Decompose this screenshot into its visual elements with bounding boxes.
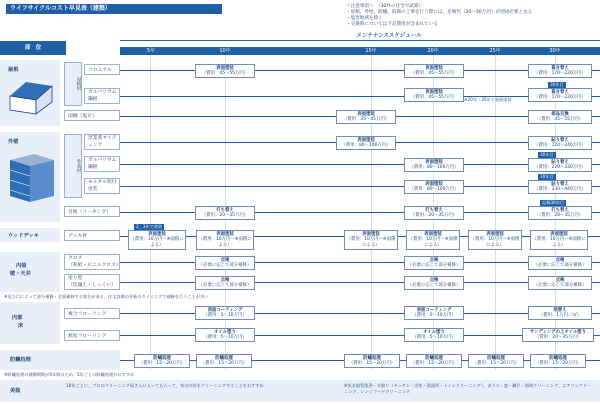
- box-cost: （費用：20～35万円）: [201, 213, 249, 219]
- wall-item-siding: 窯業系サイディング: [84, 134, 120, 150]
- notes-block: [346, 4, 532, 28]
- box-title: 防蟻処理: [487, 355, 505, 361]
- wall-label: 外壁: [8, 139, 19, 145]
- note-line: ・屋根、外壁、防蟻、防腐の工事を行う際には、足場代（20～50万円）が別途必要となる: [346, 10, 533, 15]
- maint-box: [528, 158, 592, 172]
- plaster-sub-label: （珪藻土・しっくい）: [68, 283, 116, 288]
- wall-panel-icon: [6, 150, 58, 206]
- box-title: 表面塗装: [425, 181, 443, 187]
- schedule-header: メンテナンススケジュール: [356, 33, 422, 39]
- box-cost: （費用：220～330万円）: [534, 165, 586, 171]
- box-cost: （必要に応じて部分補修）: [407, 283, 461, 289]
- box-cost: （費用：80～100万円）: [409, 187, 459, 193]
- roof-note: ※20年・35年で表面塗装: [464, 97, 512, 102]
- box-title: 表面塗装: [425, 159, 443, 165]
- interior-item-cloth: [64, 254, 120, 270]
- maint-box: [195, 256, 255, 270]
- maint-box: [336, 136, 396, 150]
- box-title: サンディングの上オイル塗り: [529, 329, 587, 335]
- cloth-sub-label: （和紙・ビニルクロス）: [68, 263, 121, 268]
- maint-box: [528, 256, 592, 270]
- maint-box: [404, 158, 464, 172]
- maint-box: [344, 230, 398, 250]
- note-line: ・塩害地域を除く: [346, 16, 383, 21]
- box-title: 防蟻処理: [153, 355, 171, 361]
- maint-box: [195, 306, 255, 320]
- year-10: 10年: [219, 48, 231, 54]
- box-cost: （費用：15～20万円）: [348, 361, 396, 367]
- box-cost: （費用：10万円～※面積による）: [346, 237, 396, 248]
- roof-item-galvalume: ガルバリウム鋼板: [84, 88, 120, 104]
- box-cost: （費用：10万円～※面積による）: [532, 237, 586, 248]
- maint-box: [134, 354, 190, 368]
- interior-item-plaster: [64, 274, 120, 290]
- year-25: 25年: [489, 48, 501, 54]
- box-title: 点検: [555, 277, 565, 283]
- maint-box: [344, 354, 400, 368]
- maint-box: [196, 230, 254, 250]
- box-cost: （費用：330～440万円）: [534, 187, 586, 193]
- deck-item: デッキ材: [64, 230, 120, 241]
- termite-label: 防蟻処理: [10, 357, 31, 363]
- wall-sub-label: 外装材: [64, 134, 82, 198]
- box-title: 表面塗装: [216, 231, 234, 237]
- box-cost: （費用：10万円～※面積による）: [408, 237, 458, 248]
- roof-item-colonial: コロニアル: [84, 64, 120, 75]
- box-cost: （費用：5～10万円）: [203, 313, 247, 319]
- box-title: オイル塗り: [214, 329, 236, 335]
- maint-box: [406, 354, 462, 368]
- box-title: 葺き替え: [551, 65, 569, 71]
- maint-box: [528, 306, 592, 320]
- box-cost: （費用：5～10万円）: [412, 335, 456, 341]
- box-title: 表面塗装: [357, 111, 375, 117]
- maint-box: [195, 206, 255, 220]
- deck-label: ウッドデッキ: [8, 233, 39, 239]
- box-title: 表面塗装: [216, 65, 234, 71]
- box-title: 点検: [220, 257, 230, 263]
- maint-box: [528, 276, 592, 290]
- cleaning-label: 美装: [10, 388, 21, 394]
- box-cost: （費用：45～55万円）: [410, 95, 458, 101]
- roof-house-icon: [6, 78, 58, 118]
- plaster-label: 塗り壁: [68, 276, 83, 281]
- maint-box: [530, 354, 586, 368]
- cleaning-note-1: 10年ごとに、プロのクリーニング屋さんに入ってもらって、家の内外をクリーニングすることをおすすめ: [66, 383, 264, 388]
- year-20: 20年: [427, 48, 439, 54]
- box-title: 防蟻処理: [425, 355, 443, 361]
- floor-label: 内部: [12, 315, 23, 321]
- box-title: 表面塗装: [357, 137, 375, 143]
- box-cost: （費用：15～20万円）: [200, 361, 248, 367]
- box-title: 表面塗装: [424, 231, 442, 237]
- maint-box: [406, 230, 460, 250]
- box-title: 表面塗装: [550, 231, 568, 237]
- box-title: 防蟻処理: [363, 355, 381, 361]
- maint-box: [196, 354, 252, 368]
- year-tag: 30年目: [540, 174, 554, 179]
- year-30: 30年: [549, 48, 561, 54]
- box-title: 打ち替え: [425, 207, 443, 213]
- box-cost: （費用：80～100万円）: [341, 143, 391, 149]
- year-tag: 記載30年目: [542, 200, 565, 205]
- box-title: 張替え: [553, 307, 567, 313]
- box-title: 点検: [429, 257, 439, 263]
- box-cost: （費用：170～220万円）: [534, 95, 586, 101]
- box-cost: （必要に応じて部分補修）: [198, 263, 252, 269]
- box-cost: （費用：45～55万円）: [536, 117, 584, 123]
- maint-box: [195, 64, 255, 78]
- box-cost: （費用：15～20万円）: [138, 361, 186, 367]
- box-cost: （費用：170～220万円）: [534, 71, 586, 77]
- maint-box: [195, 276, 255, 290]
- year-tag: 30年目: [540, 152, 554, 157]
- box-title: 表面塗装: [362, 231, 380, 237]
- maint-box: [404, 328, 464, 342]
- box-cost: （費用：1万円／㎡）: [538, 313, 582, 319]
- box-cost: （費用：10万円～※面積による）: [198, 237, 252, 248]
- box-cost: （必要に応じて部分補修）: [533, 283, 587, 289]
- box-cost: （費用：10万円～※面積による）: [130, 237, 184, 248]
- box-cost: （費用：15～20万円）: [534, 361, 582, 367]
- box-title: 表面コーティング: [416, 307, 452, 313]
- maint-box: [336, 110, 396, 124]
- box-title: 点検: [429, 277, 439, 283]
- deck-tag: 2、3年で塗装: [136, 224, 163, 229]
- box-title: オイル塗り: [423, 329, 445, 335]
- maint-box: [468, 230, 522, 250]
- box-cost: （必要に応じて部分補修）: [407, 263, 461, 269]
- box-title: 部品交換: [551, 111, 569, 117]
- maint-box: [128, 230, 186, 250]
- maint-box: [404, 206, 464, 220]
- box-title: 表面塗装: [486, 231, 504, 237]
- maint-box: [195, 328, 255, 342]
- box-title: 表面塗装: [148, 231, 166, 237]
- roof-sub-label: 屋根材: [64, 62, 82, 106]
- termite-footnote: ※防蟻処理の補償期間が5年間のため、5年ごとの防蟻処理がおすすめ: [4, 372, 135, 377]
- maint-box: [404, 276, 464, 290]
- maint-box: [404, 180, 464, 194]
- note-line: ＜注意事項＞ （30坪の住宅で試算）: [346, 4, 424, 9]
- box-title: 打ち替え: [216, 207, 234, 213]
- box-cost: （必要に応じて部分補修）: [533, 263, 587, 269]
- box-cost: （費用：120～240万円）: [534, 143, 586, 149]
- box-title: 表面塗装: [425, 89, 443, 95]
- maint-box: [528, 88, 592, 102]
- box-cost: （費用：35～45万円）: [342, 117, 390, 123]
- maint-box: [404, 306, 464, 320]
- maint-box: [404, 88, 464, 102]
- maint-box: [528, 136, 592, 150]
- cleaning-note-2: ※灰水廻管洗浄・水廻り（キッチン・浴室・洗面所・トイレクリーニング）、ガラス・窓・網戸・照明クリーニング、エアコンクリーニング、レンジフードクリーニング: [344, 383, 592, 394]
- wall-item-caulking: 目地（コーキング）: [64, 206, 120, 217]
- box-cost: （費用：5～10万円）: [412, 313, 456, 319]
- box-cost: （費用：15～20万円）: [472, 361, 520, 367]
- box-title: 点検: [555, 257, 565, 263]
- box-title: 防蟻処理: [215, 355, 233, 361]
- box-title: 貼り替え: [551, 181, 569, 187]
- maint-box: [404, 64, 464, 78]
- cloth-label: クロス: [68, 256, 83, 261]
- maint-box: [528, 180, 592, 194]
- box-title: 防蟻処理: [549, 355, 567, 361]
- interior-label2: 壁・天井: [10, 271, 31, 277]
- floor-section: [0, 302, 60, 344]
- year-5: 5年: [146, 48, 156, 54]
- maint-box: [528, 206, 592, 220]
- wall-item-galvalume: ガルバリウム鋼板: [84, 156, 120, 172]
- note-line: ・交換時については下記費用が含まれている: [346, 22, 438, 27]
- maint-box: [404, 256, 464, 270]
- box-cost: （費用：20～35万円）: [410, 213, 458, 219]
- box-cost: （費用：10万円～※面積による）: [470, 237, 520, 248]
- page-title: ライフサイクルコスト早見表（建築）: [6, 4, 222, 14]
- floor-item-composite: 複合フローリング: [64, 308, 120, 319]
- box-title: 打ち替え: [551, 207, 569, 213]
- box-cost: （費用：15～20万円）: [410, 361, 458, 367]
- box-cost: （費用：20～35万円）: [534, 335, 582, 341]
- box-cost: （費用：80～100万円）: [409, 165, 459, 171]
- maint-box: [468, 354, 524, 368]
- box-title: 表面コーティング: [207, 307, 243, 313]
- box-title: 葺き替え: [551, 89, 569, 95]
- maint-box: [528, 110, 592, 124]
- box-title: 点検: [220, 277, 230, 283]
- year-15: 15年: [365, 48, 377, 54]
- year-tag: 30年目: [550, 82, 564, 87]
- box-cost: （費用：45～55万円）: [410, 71, 458, 77]
- maint-box: [522, 328, 594, 342]
- interior-footnote: ※見た目によって部分補修・全面補修する場合がある。住宅設備の更新のタイミングで補修を行うことが多い: [4, 294, 209, 299]
- box-title: 表面塗装: [425, 65, 443, 71]
- buhi-header: 部 位: [0, 41, 66, 55]
- roof-label: 屋根: [8, 67, 19, 73]
- schedule-divider: [120, 40, 600, 41]
- box-title: 貼り替え: [551, 137, 569, 143]
- floor-label2: 床: [18, 323, 24, 329]
- box-cost: （費用：45～55万円）: [201, 71, 249, 77]
- floor-item-solid: 無垢フローリング: [64, 330, 120, 341]
- maint-box: [528, 64, 592, 78]
- roof-item-gutter: 雨樋（塩ビ）: [64, 110, 120, 121]
- box-cost: （費用：20～35万円）: [536, 213, 584, 219]
- box-title: 貼り替え: [551, 159, 569, 165]
- interior-label: 内装: [16, 263, 27, 269]
- box-cost: （費用：5～10万円）: [203, 335, 247, 341]
- maint-box: [530, 230, 588, 250]
- wall-item-mortar: モルタル吹付塗装: [84, 178, 120, 194]
- box-cost: （必要に応じて部分補修）: [198, 283, 252, 289]
